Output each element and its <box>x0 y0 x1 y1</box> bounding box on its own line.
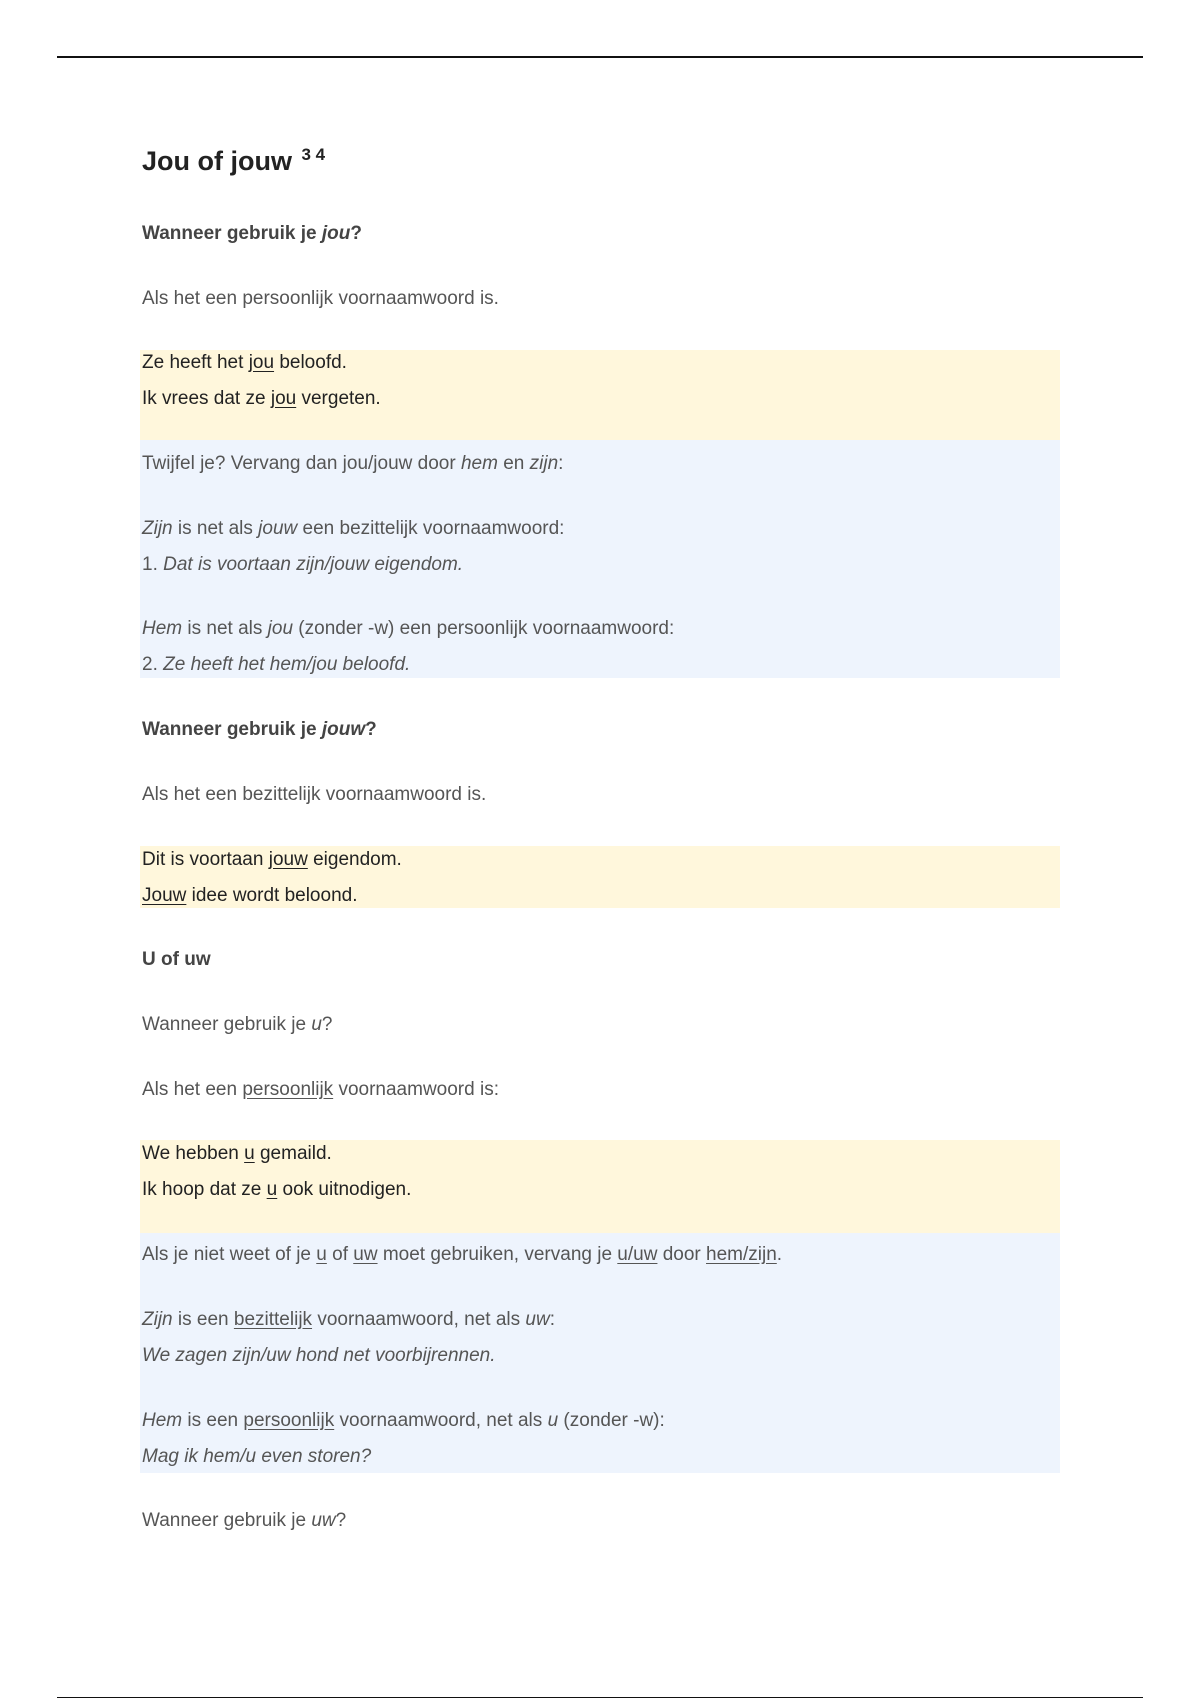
header-rule <box>57 56 1143 58</box>
tip-example-2: 2. Ze heeft het hem/jou beloofd. <box>142 654 411 675</box>
example-u-2: Ik hoop dat ze u ook uitnodigen. <box>142 1179 412 1200</box>
tip-hem: Hem is net als jou (zonder -w) een persoonlijk voornaamwoord: <box>142 618 675 639</box>
tip-u-twijfel: Als je niet weet of je u of uw moet gebruiken, vervang je u/uw door hem/zijn. <box>142 1244 783 1265</box>
example-jou-2: Ik vrees dat ze jou vergeten. <box>142 388 381 409</box>
definition-jouw: Als het een bezittelijk voornaamwoord is. <box>142 784 487 805</box>
question-jouw: Wanneer gebruik je jouw? <box>142 719 377 740</box>
tip-u-hem: Hem is een persoonlijk voornaamwoord, net als u (zonder -w): <box>142 1410 665 1431</box>
definition-u: Als het een persoonlijk voornaamwoord is: <box>142 1079 499 1100</box>
question-uw: Wanneer gebruik je uw? <box>142 1510 347 1531</box>
example-jouw-2: Jouw idee wordt beloond. <box>142 885 358 906</box>
page-title-text: Jou of jouw <box>142 146 292 176</box>
tip-u-hem-example: Mag ik hem/u even storen? <box>142 1446 372 1467</box>
tip-twijfel: Twijfel je? Vervang dan jou/jouw door hem en zijn: <box>142 453 564 474</box>
tip-u-zijn-example: We zagen zijn/uw hond net voorbijrennen. <box>142 1345 496 1366</box>
example-jouw-1: Dit is voortaan jouw eigendom. <box>142 849 402 870</box>
page-title <box>142 145 325 177</box>
tip-zijn: Zijn is net als jouw een bezittelijk voornaamwoord: <box>142 518 565 539</box>
definition-jou: Als het een persoonlijk voornaamwoord is. <box>142 288 499 309</box>
footnote-refs: 3 4 <box>301 145 326 164</box>
example-u-1: We hebben u gemaild. <box>142 1143 332 1164</box>
tip-u-zijn: Zijn is een bezittelijk voornaamwoord, net als uw: <box>142 1309 555 1330</box>
tip-example-1: 1. Dat is voortaan zijn/jouw eigendom. <box>142 554 464 575</box>
footer-rule <box>57 1697 1143 1698</box>
question-u: Wanneer gebruik je u? <box>142 1014 333 1035</box>
heading-u-of-uw: U of uw <box>142 949 211 970</box>
example-jou-1: Ze heeft het jou beloofd. <box>142 352 347 373</box>
question-jou: Wanneer gebruik je jou? <box>142 223 362 244</box>
